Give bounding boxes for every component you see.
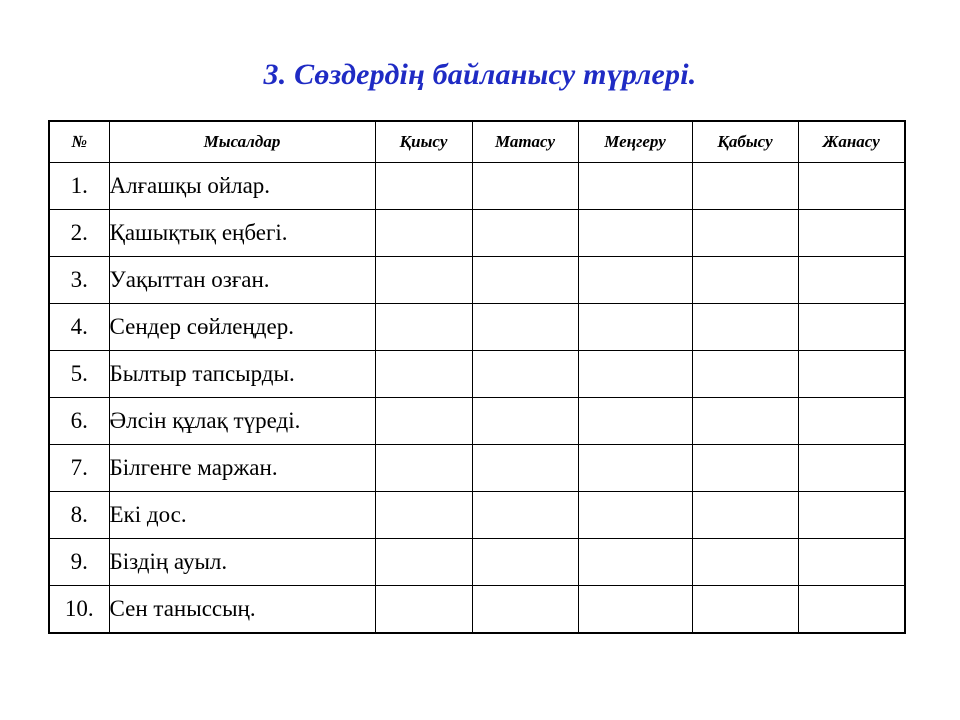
answer-cell-matasu[interactable] (472, 445, 578, 492)
row-example: Екі дос. (109, 492, 375, 539)
answer-cell-kiysu[interactable] (375, 210, 472, 257)
row-number: 9. (49, 539, 109, 586)
answer-cell-kabysu[interactable] (692, 257, 798, 304)
header-examples: Мысалдар (109, 121, 375, 163)
answer-cell-matasu[interactable] (472, 351, 578, 398)
answer-cell-kabysu[interactable] (692, 398, 798, 445)
header-zhanasu: Жанасу (798, 121, 905, 163)
table-row (49, 304, 905, 351)
header-kiysu: Қиысу (375, 121, 472, 163)
answer-cell-zhanasu[interactable] (798, 539, 905, 586)
row-number: 6. (49, 398, 109, 445)
answer-cell-mengeru[interactable] (578, 539, 692, 586)
row-example: Былтыр тапсырды. (109, 351, 375, 398)
row-number: 5. (49, 351, 109, 398)
header-number: № (49, 121, 109, 163)
answer-cell-kiysu[interactable] (375, 257, 472, 304)
row-number: 1. (49, 163, 109, 210)
answer-cell-matasu[interactable] (472, 398, 578, 445)
answer-cell-zhanasu[interactable] (798, 492, 905, 539)
answer-cell-zhanasu[interactable] (798, 257, 905, 304)
answer-cell-kabysu[interactable] (692, 586, 798, 634)
answer-cell-mengeru[interactable] (578, 210, 692, 257)
answer-cell-kiysu[interactable] (375, 163, 472, 210)
row-example: Сен таныссың. (109, 586, 375, 634)
table-row (49, 492, 905, 539)
row-number: 8. (49, 492, 109, 539)
row-number: 4. (49, 304, 109, 351)
answer-cell-mengeru[interactable] (578, 445, 692, 492)
answer-cell-zhanasu[interactable] (798, 351, 905, 398)
row-example: Әлсін құлақ түреді. (109, 398, 375, 445)
answer-cell-zhanasu[interactable] (798, 445, 905, 492)
answer-cell-kabysu[interactable] (692, 351, 798, 398)
answer-cell-mengeru[interactable] (578, 257, 692, 304)
row-number: 2. (49, 210, 109, 257)
table-row (49, 539, 905, 586)
table-row (49, 163, 905, 210)
answer-cell-zhanasu[interactable] (798, 398, 905, 445)
answer-cell-matasu[interactable] (472, 163, 578, 210)
answer-cell-mengeru[interactable] (578, 304, 692, 351)
row-number: 7. (49, 445, 109, 492)
row-number: 10. (49, 586, 109, 634)
table-row (49, 351, 905, 398)
table-row (49, 445, 905, 492)
table-row (49, 257, 905, 304)
answer-cell-matasu[interactable] (472, 539, 578, 586)
row-example: Сендер сөйлеңдер. (109, 304, 375, 351)
answer-cell-kiysu[interactable] (375, 351, 472, 398)
answer-cell-kabysu[interactable] (692, 539, 798, 586)
row-example: Білгенге маржан. (109, 445, 375, 492)
answer-cell-zhanasu[interactable] (798, 210, 905, 257)
table-row (49, 210, 905, 257)
table-row (49, 586, 905, 634)
answer-cell-mengeru[interactable] (578, 398, 692, 445)
answer-cell-kiysu[interactable] (375, 539, 472, 586)
answer-cell-mengeru[interactable] (578, 586, 692, 634)
row-example: Қашықтық еңбегі. (109, 210, 375, 257)
answer-cell-mengeru[interactable] (578, 163, 692, 210)
answer-cell-zhanasu[interactable] (798, 586, 905, 634)
answer-cell-matasu[interactable] (472, 304, 578, 351)
answer-cell-kabysu[interactable] (692, 445, 798, 492)
answer-cell-mengeru[interactable] (578, 492, 692, 539)
table-header-row (49, 121, 905, 163)
answer-cell-zhanasu[interactable] (798, 163, 905, 210)
answer-cell-zhanasu[interactable] (798, 304, 905, 351)
row-example: Уақыттан озған. (109, 257, 375, 304)
answer-cell-kabysu[interactable] (692, 304, 798, 351)
header-kabysu: Қабысу (692, 121, 798, 163)
row-number: 3. (49, 257, 109, 304)
answer-cell-matasu[interactable] (472, 492, 578, 539)
answer-cell-kiysu[interactable] (375, 445, 472, 492)
answer-cell-kiysu[interactable] (375, 398, 472, 445)
table-row (49, 398, 905, 445)
header-matasu: Матасу (472, 121, 578, 163)
answer-cell-kabysu[interactable] (692, 210, 798, 257)
answer-cell-kiysu[interactable] (375, 492, 472, 539)
answer-cell-kabysu[interactable] (692, 492, 798, 539)
answer-cell-kabysu[interactable] (692, 163, 798, 210)
answer-cell-matasu[interactable] (472, 257, 578, 304)
answer-cell-matasu[interactable] (472, 586, 578, 634)
answer-cell-matasu[interactable] (472, 210, 578, 257)
header-mengeru: Меңгеру (578, 121, 692, 163)
answer-cell-kiysu[interactable] (375, 304, 472, 351)
answer-cell-kiysu[interactable] (375, 586, 472, 634)
answer-cell-mengeru[interactable] (578, 351, 692, 398)
exercise-table (48, 120, 906, 634)
row-example: Алғашқы ойлар. (109, 163, 375, 210)
page-title: 3. Сөздердің байланысу түрлері. (263, 58, 697, 91)
row-example: Біздің ауыл. (109, 539, 375, 586)
